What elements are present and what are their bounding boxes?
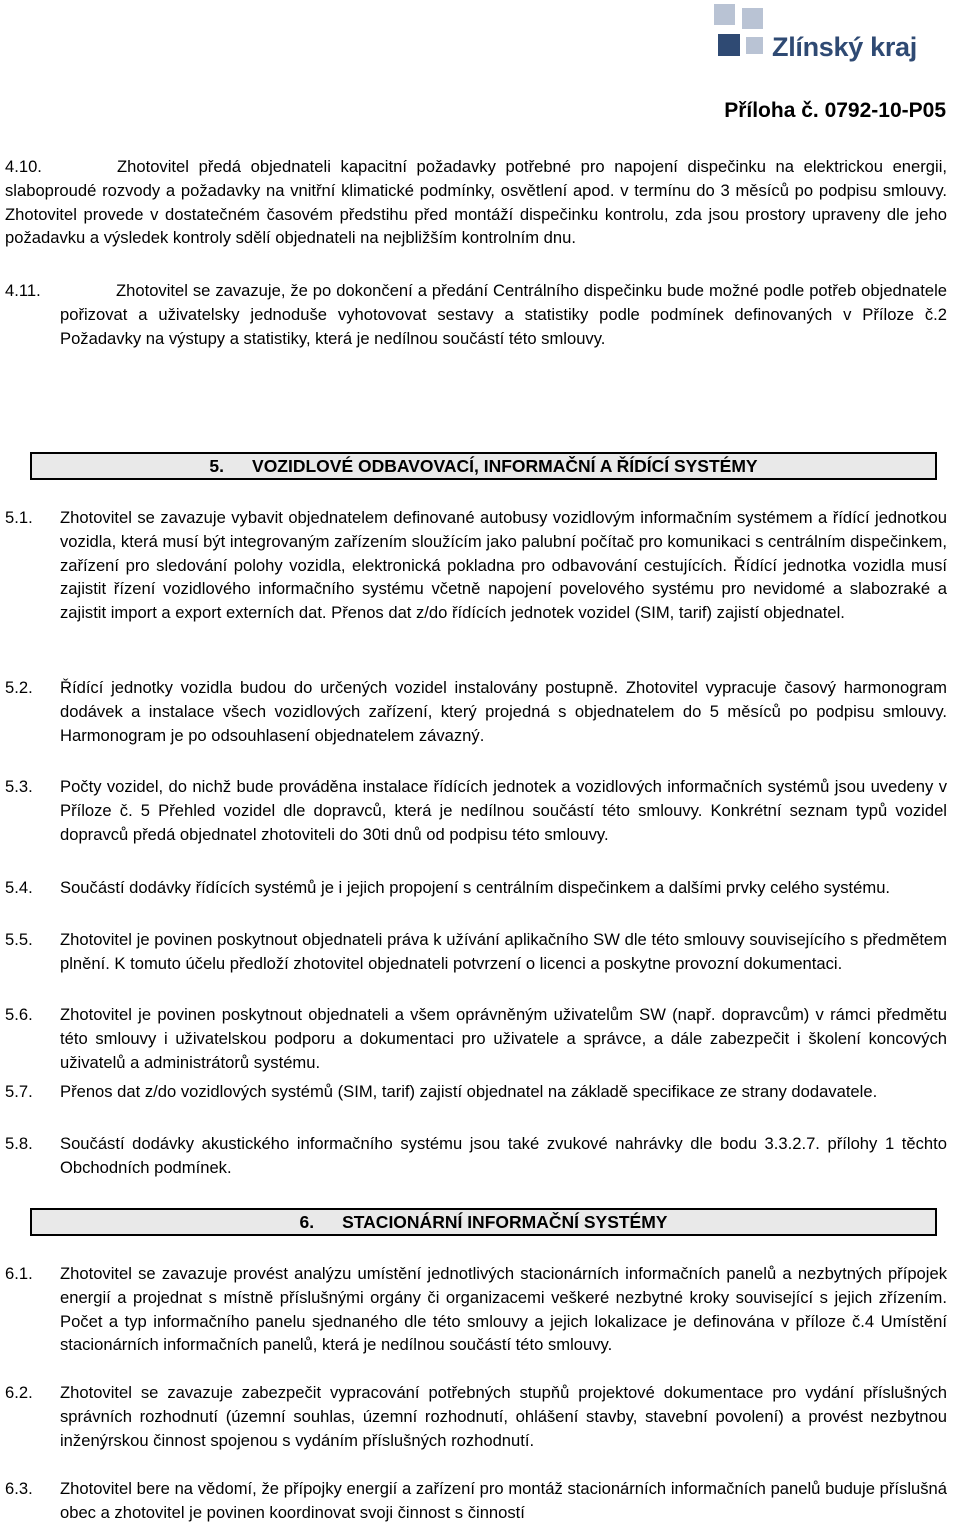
- item-number: 5.3.: [5, 777, 33, 796]
- zlinsky-kraj-logo: [714, 4, 954, 66]
- item-text: Součástí dodávky řídících systémů je i jejich propojení s centrálním dispečinkem a dalšími prvky celého systému.: [60, 878, 891, 897]
- item-number: 5.2.: [5, 678, 33, 697]
- item-text: Součástí dodávky akustického informačního systému jsou také zvukové nahrávky dle bodu 3.3.2.7. přílohy 1 těchto Obchodních podmínek.: [60, 1134, 947, 1177]
- item-number: 5.7.: [5, 1082, 33, 1101]
- item-number: 5.8.: [5, 1134, 33, 1153]
- item-number: 6.1.: [5, 1264, 33, 1283]
- item-5-7: [5, 1080, 947, 1104]
- section-number: 6.: [299, 1212, 315, 1232]
- item-text: Zhotovitel se zavazuje provést analýzu umístění jednotlivých stacionárních informačních panelů a nezbytných přípojek energií a projednat s místně příslušnými orgány či organizacemi veškeré nezbytné kroky související s jejich zřízením. Počet a typ informačního panelu sjednaného dle této smlouvy a jejich lokalizace je definována v příloze č.4 Umístění stacionárních informačních panelů, která je nedílnou součástí této smlouvy.: [60, 1264, 947, 1355]
- section-6-heading: [30, 1208, 937, 1236]
- item-text: Zhotovitel se zavazuje zabezpečit vypracování potřebných stupňů projektové dokumentace pro vydání příslušných správních rozhodnutí (územní souhlas, územní rozhodnutí, ohlášení stavby, stavební povolení) a provést nezbytnou inženýrskou činnost spojenou s vydáním příslušných rozhodnutí.: [60, 1383, 947, 1450]
- item-6-3: [5, 1477, 947, 1525]
- logo-squares-icon: [714, 4, 774, 66]
- item-5-5: [5, 928, 947, 976]
- paragraph-text: Zhotovitel se zavazuje, že po dokončení a předání Centrálního dispečinku bude možné podle potřeb objednatele pořizovat a uživatelsky jednoduše vyhotovovat sestavy a statistiky podle podmínek definovaných v Příloze č.2 Požadavky na výstupy a statistiky, která je nedílnou součástí této smlouvy.: [60, 281, 947, 348]
- item-text: Zhotovitel bere na vědomí, že přípojky energií a zařízení pro montáž stacionárních informačních panelů buduje příslušná obec a zhotovitel je povinen koordinovat svoji činnost s činností: [60, 1479, 947, 1522]
- section-number: 5.: [209, 456, 225, 476]
- section-title: VOZIDLOVÉ ODBAVOVACÍ, INFORMAČNÍ A ŘÍDÍCÍ SYSTÉMY: [252, 456, 758, 476]
- item-number: 6.2.: [5, 1383, 33, 1402]
- item-5-3: [5, 775, 947, 846]
- paragraph-4-11: [5, 279, 947, 350]
- item-text: Přenos dat z/do vozidlových systémů (SIM, tarif) zajistí objednatel na základě specifikace ze strany dodavatele.: [60, 1082, 878, 1101]
- item-6-2: [5, 1381, 947, 1452]
- paragraph-text: Zhotovitel předá objednateli kapacitní požadavky potřebné pro napojení dispečinku na elektrickou energii, slaboproudé rozvody a požadavky na vnitřní klimatické podmínky, osvětlení apod. v termínu do 3 měsíců po podpisu smlouvy. Zhotovitel provede v dostatečném časovém předstihu před montáží dispečinku kontrolu, zda jsou prostory upraveny dle jeho požadavku a výsledek kontroly sdělí objednateli na nejbližším kontrolním dnu.: [5, 157, 947, 248]
- item-text: Zhotovitel se zavazuje vybavit objednatelem definované autobusy vozidlovým informačním systémem a řídící jednotkou vozidla, která musí být integrovaným zařízením sloužícím jako palubní počítač pro komunikaci s centrálním dispečinkem, zařízení pro sledování polohy vozidla, elektronická pokladna pro odbavování cestujících. Řídící jednotka vozidla musí zajistit řízení vozidlového informačního systému včetně napojení povelového systému pro nevidomé a slabozraké a zajistit import a export externích dat. Přenos dat z/do řídících jednotek vozidel (SIM, tarif) zajistí objednatel.: [60, 508, 947, 623]
- paragraph-number: 4.10.: [5, 157, 42, 176]
- item-5-2: [5, 676, 947, 747]
- item-text: Zhotovitel je povinen poskytnout objednateli a všem oprávněným uživatelům SW (např. dopravcům) v rámci předmětu této smlouvy i uživatelskou podporu a dokumentaci pro uživatele a správce, a dále zabezpečit i školení koncových uživatelů a administrátorů systému.: [60, 1005, 947, 1072]
- item-number: 5.1.: [5, 508, 33, 527]
- paragraph-4-10: [5, 155, 947, 250]
- item-5-6: [5, 1003, 947, 1074]
- item-number: 5.5.: [5, 930, 33, 949]
- item-text: Řídící jednotky vozidla budou do určených vozidel instalovány postupně. Zhotovitel vypracuje časový harmonogram dodávek a instalace všech vozidlových zařízení, který projedná s objednatelem do 5 měsíců po podpisu smlouvy. Harmonogram je po odsouhlasení objednatelem závazný.: [60, 678, 947, 745]
- section-5-heading: [30, 452, 937, 480]
- item-5-8: [5, 1132, 947, 1180]
- item-6-1: [5, 1262, 947, 1357]
- item-number: 5.4.: [5, 878, 33, 897]
- item-number: 5.6.: [5, 1005, 33, 1024]
- paragraph-number: 4.11.: [5, 281, 41, 300]
- item-5-4: [5, 876, 947, 900]
- item-text: Počty vozidel, do nichž bude prováděna instalace řídících jednotek a vozidlových informačních systémů jsou uvedeny v Příloze č. 5 Přehled vozidel dle dopravců, která je nedílnou součástí této smlouvy. Konkrétní seznam typů vozidel dopravců předá objednatel zhotoviteli do 30ti dnů od podpisu této smlouvy.: [60, 777, 947, 844]
- annex-label: Příloha č. 0792-10-P05: [724, 99, 946, 122]
- item-5-1: [5, 506, 947, 625]
- section-title: STACIONÁRNÍ INFORMAČNÍ SYSTÉMY: [342, 1212, 668, 1232]
- item-number: 6.3.: [5, 1479, 33, 1498]
- item-text: Zhotovitel je povinen poskytnout objednateli práva k užívání aplikačního SW dle této smlouvy souvisejícího s předmětem plnění. K tomuto účelu předloží zhotovitel objednateli potvrzení o licenci a poskytne provozní dokumentaci.: [60, 930, 947, 973]
- logo-text: Zlínský kraj: [772, 32, 917, 62]
